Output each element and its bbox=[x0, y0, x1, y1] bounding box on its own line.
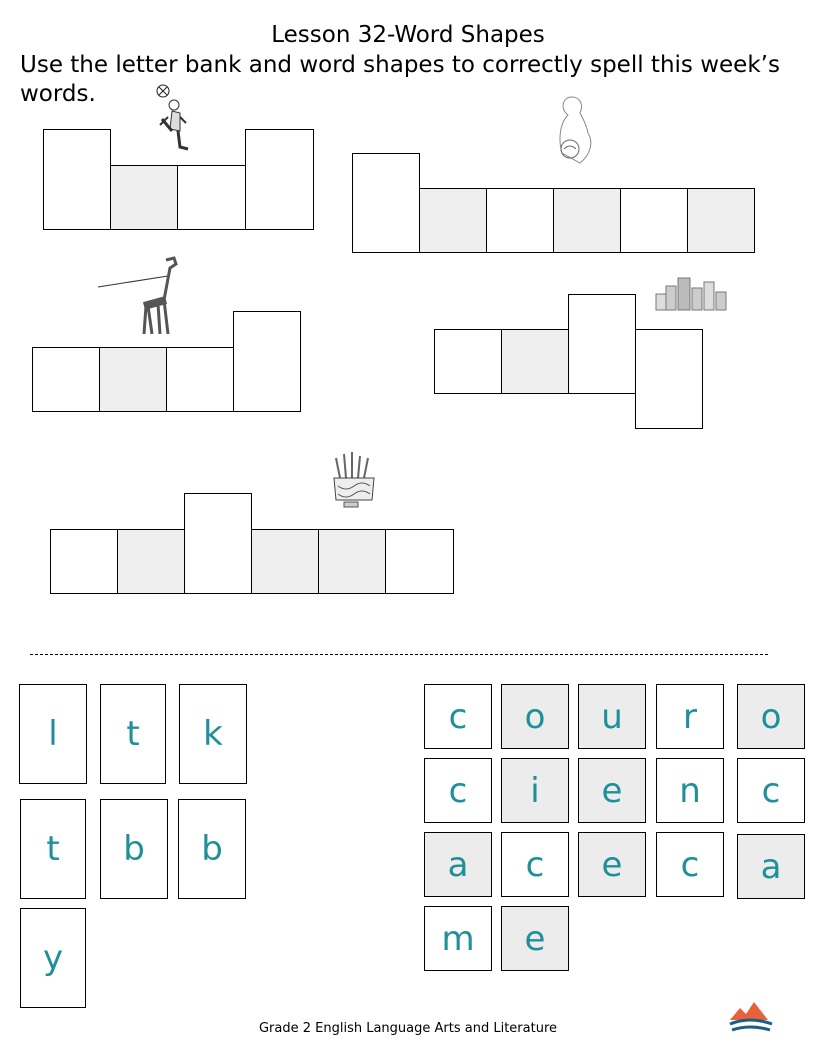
letter-box-short[interactable] bbox=[177, 165, 246, 230]
letter-tile[interactable]: o bbox=[501, 684, 569, 749]
publisher-logo-icon bbox=[728, 1000, 774, 1034]
letter-box-short[interactable] bbox=[385, 529, 454, 594]
letter-box-tall[interactable] bbox=[245, 129, 314, 230]
letter-tile[interactable]: o bbox=[737, 684, 805, 749]
letter-tile[interactable]: u bbox=[578, 684, 646, 749]
letter-tile[interactable]: a bbox=[737, 834, 805, 899]
city-skyline-icon bbox=[652, 276, 730, 312]
letter-tile[interactable]: c bbox=[501, 832, 569, 897]
pencil-cup-icon bbox=[328, 448, 382, 512]
footer-text: Grade 2 English Language Arts and Literature bbox=[258, 1021, 558, 1036]
letter-tile[interactable]: a bbox=[424, 832, 492, 897]
letter-box-short[interactable] bbox=[32, 347, 100, 412]
letter-box-tall[interactable] bbox=[568, 294, 636, 394]
letter-tile[interactable]: i bbox=[501, 758, 569, 823]
letter-box-short[interactable] bbox=[486, 188, 554, 253]
letter-tile[interactable]: c bbox=[424, 684, 492, 749]
instructions: Use the letter bank and word shapes to correctly spell this week’s words. bbox=[20, 52, 780, 107]
letter-box-tall[interactable] bbox=[184, 493, 252, 594]
letter-tile[interactable]: e bbox=[501, 906, 569, 971]
letter-box-short[interactable] bbox=[318, 529, 386, 594]
letter-box-short[interactable] bbox=[434, 329, 502, 394]
letter-box-short[interactable] bbox=[251, 529, 319, 594]
letter-tile[interactable]: c bbox=[424, 758, 492, 823]
letter-tile[interactable]: m bbox=[424, 906, 492, 971]
letter-box-short[interactable] bbox=[117, 529, 185, 594]
soccer-player-icon bbox=[150, 83, 195, 155]
letter-box-short[interactable] bbox=[110, 165, 178, 230]
letter-tile[interactable]: r bbox=[656, 684, 724, 749]
letter-tile[interactable]: b bbox=[100, 799, 168, 899]
letter-box-short[interactable] bbox=[419, 188, 487, 253]
letter-box-short[interactable] bbox=[501, 329, 569, 394]
letter-tile[interactable]: e bbox=[578, 832, 646, 897]
letter-box-tall[interactable] bbox=[233, 311, 301, 412]
letter-tile[interactable]: e bbox=[578, 758, 646, 823]
letter-tile[interactable]: n bbox=[656, 758, 724, 823]
page-title: Lesson 32-Word Shapes bbox=[271, 22, 545, 48]
letter-tile[interactable]: k bbox=[179, 684, 247, 784]
letter-tile[interactable]: t bbox=[20, 799, 86, 899]
letter-box-short[interactable] bbox=[687, 188, 755, 253]
letter-box-short[interactable] bbox=[553, 188, 621, 253]
letter-tile[interactable]: l bbox=[19, 684, 87, 784]
letter-tile[interactable]: b bbox=[178, 799, 246, 899]
letter-box-short[interactable] bbox=[620, 188, 688, 253]
letter-box-short[interactable] bbox=[166, 347, 234, 412]
letter-box-descender[interactable] bbox=[635, 329, 703, 429]
letter-box-short[interactable] bbox=[50, 529, 118, 594]
giraffe-icon bbox=[96, 254, 186, 336]
cut-line-divider bbox=[30, 654, 768, 655]
letter-tile[interactable]: c bbox=[656, 832, 724, 897]
letter-box-tall[interactable] bbox=[43, 129, 111, 230]
letter-tile[interactable]: t bbox=[100, 684, 166, 784]
letter-tile[interactable]: y bbox=[20, 908, 86, 1008]
letter-tile[interactable]: c bbox=[737, 758, 805, 823]
letter-box-short[interactable] bbox=[99, 347, 167, 412]
pregnant-woman-icon bbox=[550, 93, 598, 167]
letter-box-tall[interactable] bbox=[352, 153, 420, 253]
